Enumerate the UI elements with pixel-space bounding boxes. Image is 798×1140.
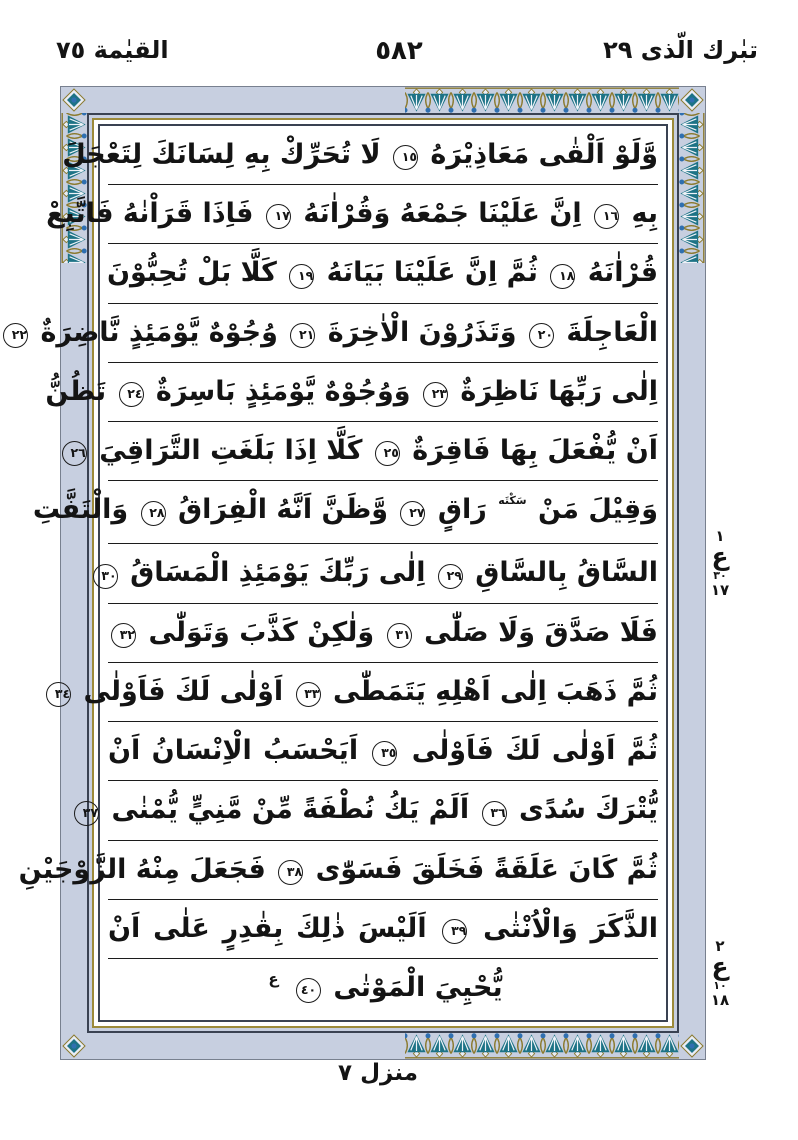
surah-title: القيٰمة ٧٥ xyxy=(56,36,169,64)
verse-text: وَلٰكِنْ كَذَّبَ وَتَوَلّٰى xyxy=(148,616,375,648)
quran-line-13 xyxy=(18,841,658,900)
quran-line-12 xyxy=(82,781,658,840)
verse-text: بِهِ xyxy=(631,198,658,230)
ayah-number-badge: ٣٦ xyxy=(482,801,507,826)
quran-line-8 xyxy=(101,544,658,603)
ayah-number-badge: ٣٢ xyxy=(111,623,136,648)
ruku-surah-number: ١ xyxy=(715,527,725,545)
ayah-number-badge: ٣٣ xyxy=(296,682,321,707)
verse-text: وَّلَوْ اَلْقٰى مَعَاذِيْرَهُ xyxy=(430,139,658,170)
ruku-ayah-count: ١٠ xyxy=(713,979,727,992)
ayah-number-badge: ٢٧ xyxy=(400,501,425,526)
ruku-marker-2 xyxy=(700,938,740,1009)
verse-text: كَلَّا اِذَا بَلَغَتِ التَّرَاقِيَ xyxy=(99,435,363,467)
ruku-juz-number: ١٨ xyxy=(710,991,730,1009)
border-ornament-bottom xyxy=(405,1033,705,1059)
ayah-number-badge: ٤٠ xyxy=(296,978,321,1003)
ayah-number-badge: ١٦ xyxy=(594,204,619,229)
verse-text: السَّاقُ بِالسَّاقِ xyxy=(475,557,658,589)
verse-text: تَظُنُّ xyxy=(45,375,107,407)
verse-text: اِنَّ عَلَيْنَا جَمْعَهُ وَقُرْاٰنَهُ xyxy=(303,198,582,230)
quran-line-15 xyxy=(108,959,658,1020)
verse-text: قُرْاٰنَهُ xyxy=(587,257,658,289)
ayah-number-badge: ١٥ xyxy=(393,145,418,170)
verse-text: فَلَا صَدَّقَ وَلَا صَلّٰى xyxy=(424,616,658,648)
ayah-number-badge: ٢٠ xyxy=(529,323,554,348)
saktah-mark: سَكْتَه xyxy=(498,494,527,508)
ruku-marker-1 xyxy=(700,528,740,599)
ayah-number-badge: ٢٢ xyxy=(3,323,28,348)
ayah-number-badge: ٣٨ xyxy=(278,860,303,885)
verse-text: الذَّكَرَ وَالْاُنْثٰى xyxy=(483,912,659,944)
verse-text: وُجُوْهٌ يَّوْمَئِذٍ نَّاضِرَةٌ xyxy=(40,316,278,348)
verse-text: وَالْتَفَّتِ xyxy=(32,494,129,526)
verse-text: الْعَاجِلَةَ xyxy=(566,316,658,348)
quran-line-7 xyxy=(32,481,658,544)
verse-text: اَيَحْسَبُ الْاِنْسَانُ اَنْ xyxy=(108,735,359,767)
ayah-number-badge: ٣٠ xyxy=(93,564,118,589)
quran-line-3 xyxy=(108,244,658,303)
ruku-end-mark: ع xyxy=(268,970,279,989)
quran-line-2 xyxy=(46,185,658,244)
ayah-number-badge: ٢١ xyxy=(290,323,315,348)
ruku-surah-number: ٢ xyxy=(715,937,725,955)
ayah-number-badge: ٢٤ xyxy=(119,382,144,407)
quran-line-9 xyxy=(108,604,658,663)
quran-line-14 xyxy=(108,900,658,959)
verse-text: ثُمَّ اِنَّ عَلَيْنَا بَيَانَهُ xyxy=(326,257,538,289)
ayah-number-badge: ٢٨ xyxy=(141,501,166,526)
verse-text: اِلٰى رَبِّهَا نَاظِرَةٌ xyxy=(460,375,658,407)
verse-text: ثُمَّ اَوْلٰى لَكَ فَاَوْلٰى xyxy=(411,735,658,767)
inner-rule-dark xyxy=(11,113,679,1033)
verse-text: اَنْ يُّفْعَلَ بِهَا فَاقِرَةٌ xyxy=(412,435,658,467)
ruku-ain-symbol: ع xyxy=(711,952,729,981)
quran-line-11 xyxy=(108,722,658,781)
verse-text: لَا تُحَرِّكْ بِهِ لِسَانَكَ لِتَعْجَلَ xyxy=(62,139,381,170)
inner-rule-gold xyxy=(11,118,674,1028)
ayah-number-badge: ٢٩ xyxy=(438,564,463,589)
quran-line-6 xyxy=(70,422,658,481)
ruku-juz-number: ١٧ xyxy=(710,581,730,599)
corner-rosette-icon xyxy=(679,1033,705,1059)
ayah-number-badge: ١٧ xyxy=(266,204,291,229)
verse-text: ثُمَّ ذَهَبَ اِلٰى اَهْلِهِ يَتَمَطّٰى xyxy=(332,675,658,707)
verse-text: يُّتْرَكَ سُدًى xyxy=(519,794,658,826)
verse-text: كَلَّا بَلْ تُحِبُّوْنَ xyxy=(107,257,277,289)
inner-rule-dark2 xyxy=(11,124,668,1022)
corner-rosette-icon xyxy=(61,87,87,113)
verse-text: وَّظَنَّ اَنَّهُ الْفِرَاقُ xyxy=(177,494,389,526)
verse-text: وَتَذَرُوْنَ الْاٰخِرَةَ xyxy=(327,316,517,348)
border-ornament-top xyxy=(405,87,705,113)
quran-line-4 xyxy=(11,304,658,363)
ayah-number-badge: ١٨ xyxy=(550,264,575,289)
ayah-number-badge: ٣٩ xyxy=(442,919,467,944)
verse-text: يُّحْيِيَ الْمَوْتٰى xyxy=(333,972,503,1004)
verse-text: فَجَعَلَ مِنْهُ الزَّوْجَيْنِ xyxy=(18,853,266,885)
page-number: ٥٨٢ xyxy=(375,36,423,66)
verse-text: اَلَيْسَ ذٰلِكَ بِقٰدِرٍ عَلٰى اَنْ xyxy=(108,912,427,944)
quran-line-1 xyxy=(62,126,658,185)
verse-text: اَلَمْ يَكُ نُطْفَةً مِّنْ مَّنِيٍّ يُّمْنٰى xyxy=(111,794,470,826)
corner-rosette-icon xyxy=(61,1033,87,1059)
juz-title: تبٰرك الّذى ٢٩ xyxy=(603,36,758,64)
verse-text: وَقِيْلَ مَنْ xyxy=(538,494,658,526)
ruku-ayah-count: ٣٠ xyxy=(713,569,727,582)
quran-line-5 xyxy=(45,363,658,422)
ayah-number-badge: ٣٥ xyxy=(372,741,397,766)
ayah-number-badge: ٣١ xyxy=(387,623,412,648)
quran-line-10 xyxy=(54,663,658,722)
verse-text: فَاِذَا قَرَاْنٰهُ فَاتَّبِعْ xyxy=(46,198,254,230)
ayah-number-badge: ٢٣ xyxy=(423,382,448,407)
ornamental-frame xyxy=(11,86,706,1060)
ayah-number-badge: ٣٧ xyxy=(74,801,99,826)
verse-text: اَوْلٰى لَكَ فَاَوْلٰى xyxy=(83,675,284,707)
verse-text: ثُمَّ كَانَ عَلَقَةً فَخَلَقَ فَسَوّٰى xyxy=(315,853,658,885)
ayah-number-badge: ٣٤ xyxy=(46,682,71,707)
verse-text: اِلٰى رَبِّكَ يَوْمَئِذِ الْمَسَاقُ xyxy=(130,557,426,589)
manzil-footer: منزل ٧ xyxy=(338,1060,418,1086)
quran-text-area xyxy=(11,126,666,1020)
ayah-number-badge: ٢٥ xyxy=(375,441,400,466)
ruku-ain-symbol: ع xyxy=(711,542,729,571)
verse-text: وَوُجُوْهٌ يَّوْمَئِذٍ بَاسِرَةٌ xyxy=(155,375,411,407)
ayah-number-badge: ٢٦ xyxy=(62,441,87,466)
ayah-number-badge: ١٩ xyxy=(289,264,314,289)
border-ornament-right xyxy=(679,113,705,263)
verse-text: رَاقٍ xyxy=(437,494,487,526)
corner-rosette-icon xyxy=(679,87,705,113)
